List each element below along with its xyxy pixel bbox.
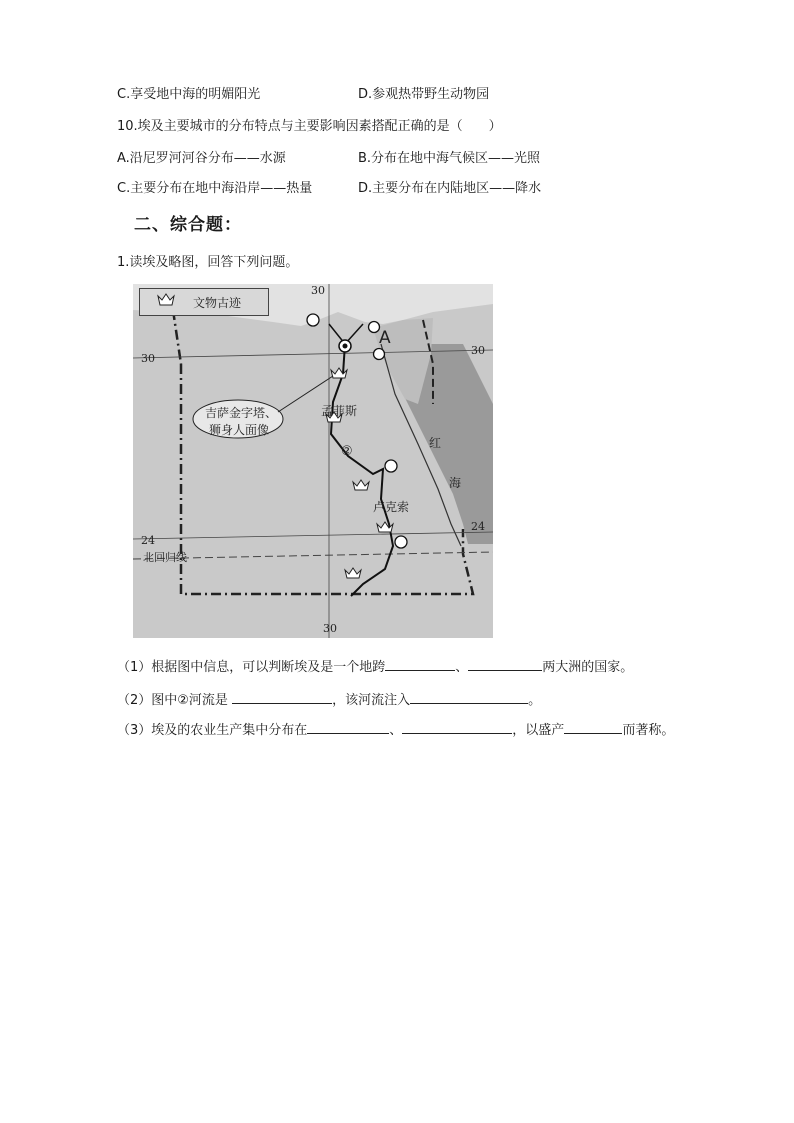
red-sea-label-2: 海 — [449, 476, 462, 490]
giza-label-1: 吉萨金字塔、 — [205, 406, 278, 420]
answer-blank[interactable] — [307, 721, 389, 734]
relic-icons — [158, 294, 393, 578]
q9-option-c: C.享受地中海的明媚阳光 — [117, 87, 261, 102]
q10-option-c: C.主要分布在地中海沿岸——热量 — [117, 181, 313, 196]
subq-3-sep: 、 — [389, 723, 403, 738]
answer-blank[interactable] — [564, 721, 622, 734]
memphis-label: 孟菲斯 — [321, 404, 358, 418]
luxor-label: 卢克索 — [373, 500, 410, 514]
egypt-map — [133, 284, 493, 638]
subq-1-text-a: （1）根据图中信息，可以判断埃及是一个地跨 — [117, 660, 386, 675]
answer-blank[interactable] — [402, 721, 512, 734]
parallel-24 — [133, 532, 493, 539]
aswan-marker — [395, 536, 407, 548]
answer-blank[interactable] — [232, 691, 332, 704]
subq-3-text-b: ，以盛产 — [512, 723, 565, 738]
river-number-label: ② — [341, 444, 353, 459]
point-a-label: A — [379, 328, 391, 348]
subq-1 — [117, 656, 633, 675]
q10-stem: 10.埃及主要城市的分布特点与主要影响因素搭配正确的是（ ） — [117, 119, 502, 134]
legend-label: 文物古迹 — [193, 296, 242, 310]
subq-2-text-c: 。 — [528, 693, 542, 708]
alexandria-marker — [307, 314, 319, 326]
subq-2-text-b: ，该河流注入 — [332, 693, 411, 708]
subq-3-text-a: （3）埃及的农业生产集中分布在 — [117, 723, 308, 738]
red-sea-label-1: 红 — [429, 436, 442, 450]
lon-label-bottom: 30 — [323, 622, 337, 635]
q1-stem: 1.读埃及略图，回答下列问题。 — [117, 255, 299, 270]
answer-blank[interactable] — [410, 691, 528, 704]
suez-marker — [374, 349, 385, 360]
answer-blank[interactable] — [385, 658, 455, 671]
subq-1-text-b: 两大洲的国家。 — [542, 660, 634, 675]
subq-3-text-c: 而著称。 — [622, 723, 675, 738]
port-said-marker — [369, 322, 380, 333]
q9-option-d: D.参观热带野生动物园 — [358, 87, 490, 102]
subq-3 — [117, 719, 674, 738]
subq-2-text-a: （2）图中②河流是 — [117, 693, 233, 708]
luxor-marker — [385, 460, 397, 472]
answer-blank[interactable] — [468, 658, 542, 671]
q10-option-b: B.分布在地中海气候区——光照 — [358, 151, 541, 166]
lat-label-left: 30 — [141, 352, 155, 365]
tropic-label: 北回归线 — [143, 551, 187, 564]
lat-label-right: 30 — [471, 344, 485, 357]
relic-icon — [155, 292, 177, 308]
subq-1-sep: 、 — [455, 660, 469, 675]
nile-river — [331, 344, 393, 596]
q10-option-a: A.沿尼罗河河谷分布——水源 — [117, 151, 286, 166]
map-graphic — [133, 284, 493, 638]
lon-label-top: 30 — [311, 284, 325, 297]
lat24-label-right: 24 — [471, 520, 485, 533]
giza-label-2: 狮身人面像 — [209, 423, 270, 437]
section-title: 二、综合题： — [134, 215, 242, 235]
tropic-of-cancer — [133, 552, 493, 559]
lat24-label-left: 24 — [141, 534, 155, 547]
subq-2 — [117, 689, 541, 708]
q10-option-d: D.主要分布在内陆地区——降水 — [358, 181, 542, 196]
